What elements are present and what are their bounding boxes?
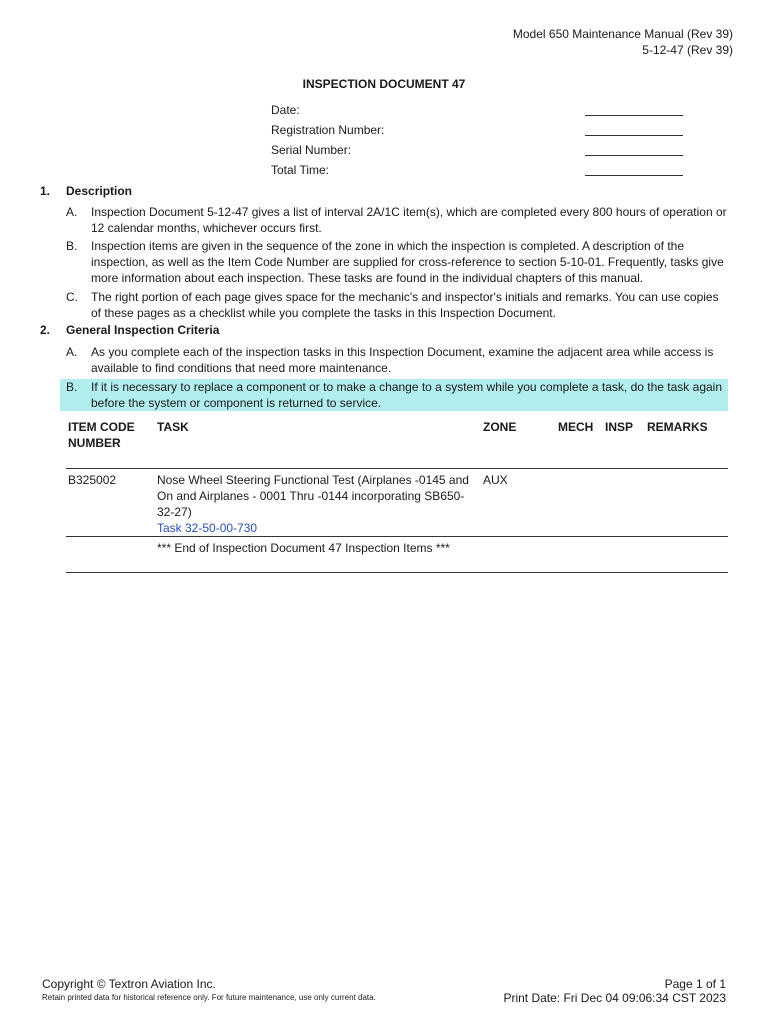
table-end-note: *** End of Inspection Document 47 Inspection Items ***	[157, 541, 450, 555]
section-number: 2.	[40, 323, 51, 337]
field-serial-number	[271, 143, 683, 163]
page-header	[513, 26, 733, 58]
item-letter: C.	[66, 290, 78, 304]
cell-zone: AUX	[483, 473, 508, 487]
table-divider	[66, 572, 728, 573]
field-blank-line[interactable]	[585, 155, 683, 156]
page-number: Page 1 of 1	[664, 977, 726, 991]
item-letter: B.	[66, 380, 78, 394]
item-text: Inspection items are given in the sequence of the zone in which the inspection is completed. A description of the inspection, as well as the Item Code Number are supplied for cross-reference to section 5-10-01. Frequently, tasks give more information about each inspection. These tasks are found in the individual chapters of this manual.	[91, 239, 724, 285]
item-text: The right portion of each page gives space for the mechanic's and inspector's initials and remarks. You can use copies of these pages as a checklist while you complete the tasks in this Inspection Document.	[91, 290, 719, 320]
doc-reference: 5-12-47 (Rev 39)	[642, 43, 733, 57]
manual-title: Model 650 Maintenance Manual (Rev 39)	[512, 27, 733, 41]
item-text: As you complete each of the inspection tasks in this Inspection Document, examine the adjacent area while access is available to find conditions that need more maintenance.	[91, 345, 714, 375]
item-text: Inspection Document 5-12-47 gives a list of interval 2A/1C item(s), which are completed every 800 hours of operation or 12 calendar months, whichever occurs first.	[91, 205, 727, 235]
item-letter: B.	[66, 239, 78, 253]
retain-note: Retain printed data for historical reference only. For future maintenance, use only current data.	[42, 993, 376, 1002]
field-registration-number	[271, 123, 683, 143]
section-title: Description	[66, 184, 133, 198]
list-item-highlighted	[66, 379, 728, 411]
item-letter: A.	[66, 205, 78, 219]
column-header-task: TASK	[157, 420, 189, 434]
item-text: If it is necessary to replace a component or to make a change to a system while you complete a task, do the task again before the system or component is returned to service.	[91, 380, 723, 410]
print-date: Print Date: Fri Dec 04 09:06:34 CST 2023	[503, 991, 726, 1005]
field-label: Registration Number:	[271, 123, 385, 137]
field-label: Date:	[271, 103, 300, 117]
table-divider	[66, 536, 728, 537]
list-item	[66, 289, 728, 321]
list-item	[66, 204, 728, 236]
field-blank-line[interactable]	[585, 175, 683, 176]
item-letter: A.	[66, 345, 78, 359]
section-number: 1.	[40, 184, 51, 198]
task-description: Nose Wheel Steering Functional Test (Airplanes -0145 and On and Airplanes - 0001 Thru -0144 incorporating SB650-32-27)	[157, 473, 469, 519]
column-header-mech: MECH	[558, 420, 594, 434]
column-header-zone: ZONE	[483, 420, 517, 434]
table-divider	[66, 468, 728, 469]
task-link[interactable]: Task 32-50-00-730	[157, 521, 258, 535]
cell-task	[157, 472, 475, 536]
document-title: INSPECTION DOCUMENT 47	[302, 77, 466, 91]
field-label: Serial Number:	[271, 143, 352, 157]
field-label: Total Time:	[271, 163, 330, 177]
column-header-remarks: REMARKS	[647, 420, 708, 434]
cell-item-code: B325002	[68, 473, 117, 487]
copyright: Copyright © Textron Aviation Inc.	[42, 977, 216, 991]
column-header-item-code: ITEM CODE NUMBER	[68, 420, 135, 450]
section-heading-general-criteria	[40, 323, 219, 337]
field-blank-line[interactable]	[585, 135, 683, 136]
field-blank-line[interactable]	[585, 115, 683, 116]
section-title: General Inspection Criteria	[66, 323, 220, 337]
list-item	[66, 238, 728, 286]
section-heading-description	[40, 184, 132, 198]
field-total-time	[271, 163, 683, 183]
column-header-insp: INSP	[605, 420, 634, 434]
field-date	[271, 103, 683, 123]
inspection-fields	[271, 103, 683, 183]
list-item	[66, 344, 728, 376]
